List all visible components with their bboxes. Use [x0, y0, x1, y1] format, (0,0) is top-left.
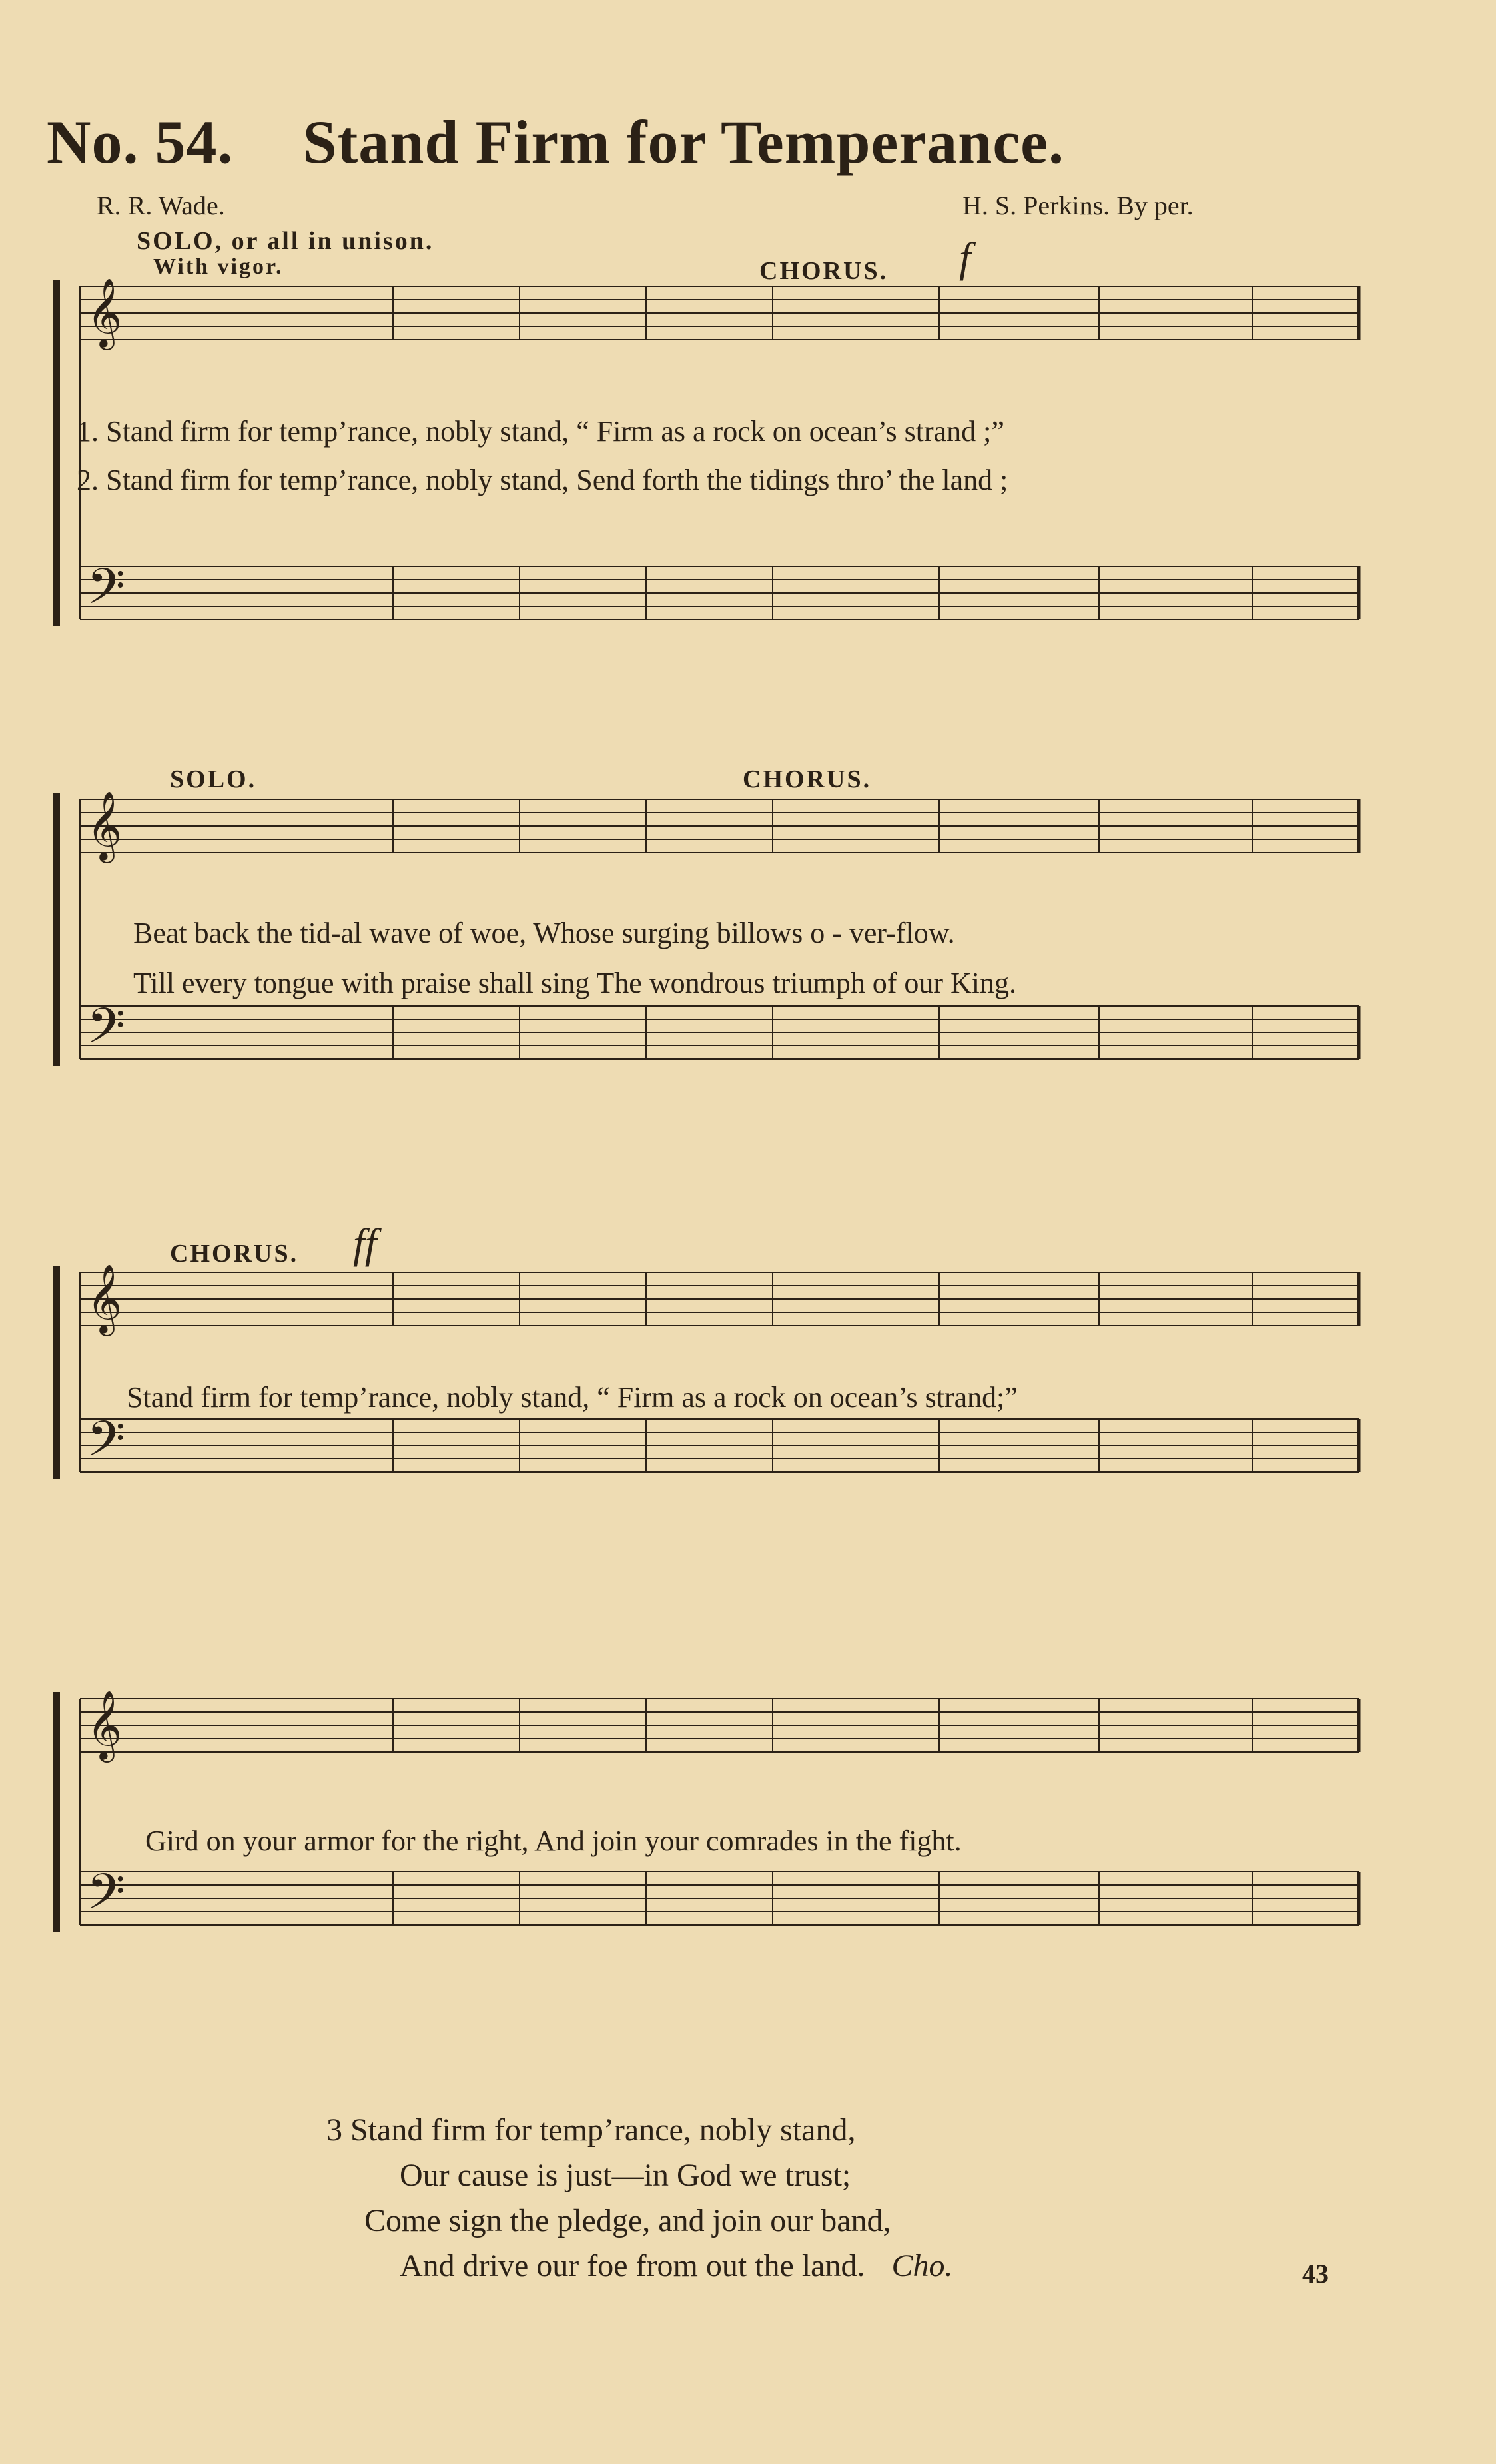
music-system-3 [47, 1220, 1379, 1585]
chorus-marking: CHORUS. [743, 765, 872, 793]
verse-3-line-3: Come sign the pledge, and join our band, [364, 2203, 891, 2238]
verse-3-line-2: Our cause is just—in God we trust; [400, 2158, 851, 2193]
chorus-refrain-cue: Cho. [891, 2248, 953, 2283]
verse-3-line-4 [400, 2248, 953, 2284]
words-credit: R. R. Wade. [97, 191, 225, 220]
system-brace [53, 793, 60, 1066]
solo-marking: SOLO. [170, 765, 257, 793]
dynamic-marking: ff [353, 1220, 377, 1267]
treble-clef-icon: 𝄞 [87, 1264, 123, 1334]
system-brace [53, 1266, 60, 1479]
music-credit: H. S. Perkins. By per. [962, 191, 1194, 220]
verse-3-line-1: 3 Stand firm for temp’rance, nobly stand, [326, 2112, 856, 2148]
lyric-line-verse-1: 1. Stand firm for temp’rance, nobly stand, “ Firm as a rock on ocean’s strand ;” [77, 415, 1004, 448]
verse-3-line-4-text: And drive our foe from out the land. [400, 2248, 865, 2283]
music-system-2 [47, 753, 1379, 1146]
system-brace [53, 280, 60, 626]
bass-clef-icon: 𝄢 [87, 1863, 125, 1933]
hymn-title-line [47, 107, 1064, 177]
treble-clef-icon: 𝄞 [87, 278, 123, 348]
hymn-title: Stand Firm for Temperance. [302, 108, 1065, 176]
solo-marking: SOLO, or all in unison. [137, 227, 434, 255]
chorus-marking: CHORUS. [170, 1240, 299, 1268]
lyric-line-verse-2: Till every tongue with praise shall sing The wondrous triumph of our King. [133, 967, 1016, 999]
system-brace [53, 1692, 60, 1932]
bass-clef-icon: 𝄢 [87, 558, 125, 627]
music-system-1 [47, 220, 1379, 673]
lyric-line-verse-1: Beat back the tid-al wave of woe, Whose surging billows o - ver-flow. [133, 917, 955, 949]
chorus-marking: CHORUS. [759, 257, 889, 285]
page-number: 43 [1302, 2259, 1329, 2289]
lyric-line: Stand firm for temp’rance, nobly stand, “ Firm as a rock on ocean’s strand;” [127, 1381, 1018, 1414]
lyric-line-verse-2: 2. Stand firm for temp’rance, nobly stand, Send forth the tidings thro’ the land ; [77, 464, 1008, 496]
treble-clef-icon: 𝄞 [87, 791, 123, 861]
bass-clef-icon: 𝄢 [87, 997, 125, 1067]
tempo-marking: With vigor. [153, 254, 284, 279]
treble-clef-icon: 𝄞 [87, 1690, 123, 1760]
staff-lines-system-4 [47, 1672, 1379, 2045]
lyric-line: Gird on your armor for the right, And join your comrades in the fight. [145, 1825, 962, 1857]
hymn-number: No. 54. [47, 108, 234, 176]
bass-clef-icon: 𝄢 [87, 1410, 125, 1480]
dynamic-marking: f [959, 234, 971, 281]
music-system-4 [47, 1672, 1379, 2045]
